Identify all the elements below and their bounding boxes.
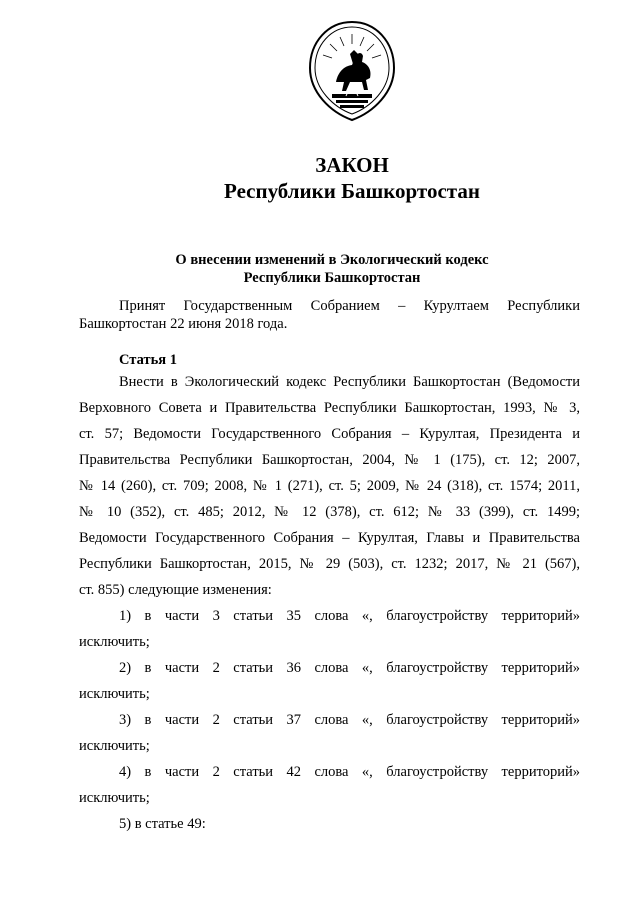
adoption-line-2: Башкортостан 22 июня 2018 года. xyxy=(79,316,288,332)
article-line: № 14 (260), ст. 709; 2008, № 1 (271), ст. 5; 2009, № 24 (318), ст. 1574; 2011, xyxy=(79,478,580,494)
article-line: ст. 855) следующие изменения: xyxy=(79,582,272,598)
amendment-item-action: исключить; xyxy=(79,738,150,754)
law-title: ЗАКОН xyxy=(315,153,389,177)
article-line: ст. 57; Ведомости Государственного Собрания – Курултая, Президента и xyxy=(79,426,580,442)
article-line: Правительства Республики Башкортостан, 2004, № 1 (175), ст. 12; 2007, xyxy=(79,452,580,468)
law-subject-line-2: Республики Башкортостан xyxy=(243,270,421,286)
adoption-line-1: Принят Государственным Собранием – Курултаем Республики xyxy=(119,298,580,314)
article-line: Ведомости Государственного Собрания – Курултая, Главы и Правительства xyxy=(79,530,580,546)
law-republic: Республики Башкортостан xyxy=(224,179,480,203)
amendment-item: 1) в части 3 статьи 35 слова «, благоустройству территорий» xyxy=(119,608,580,624)
coat-of-arms-emblem xyxy=(306,20,398,124)
article-line: Внести в Экологический кодекс Республики Башкортостан (Ведомости xyxy=(119,374,580,390)
article-line: № 10 (352), ст. 485; 2012, № 12 (378), ст. 612; № 33 (399), ст. 1499; xyxy=(79,504,580,520)
amendment-item-action: исключить; xyxy=(79,634,150,650)
article-heading: Статья 1 xyxy=(119,352,177,368)
amendment-item-action: исключить; xyxy=(79,790,150,806)
law-subject-line-1: О внесении изменений в Экологический кодекс xyxy=(175,252,489,268)
article-line: Республики Башкортостан, 2015, № 29 (503), ст. 1232; 2017, № 21 (567), xyxy=(79,556,580,572)
amendment-item: 5) в статье 49: xyxy=(119,816,206,832)
article-line: Верховного Совета и Правительства Республики Башкортостан, 1993, № 3, xyxy=(79,400,580,416)
amendment-item: 2) в части 2 статьи 36 слова «, благоустройству территорий» xyxy=(119,660,580,676)
amendment-item: 3) в части 2 статьи 37 слова «, благоустройству территорий» xyxy=(119,712,580,728)
amendment-item: 4) в части 2 статьи 42 слова «, благоустройству территорий» xyxy=(119,764,580,780)
amendment-item-action: исключить; xyxy=(79,686,150,702)
